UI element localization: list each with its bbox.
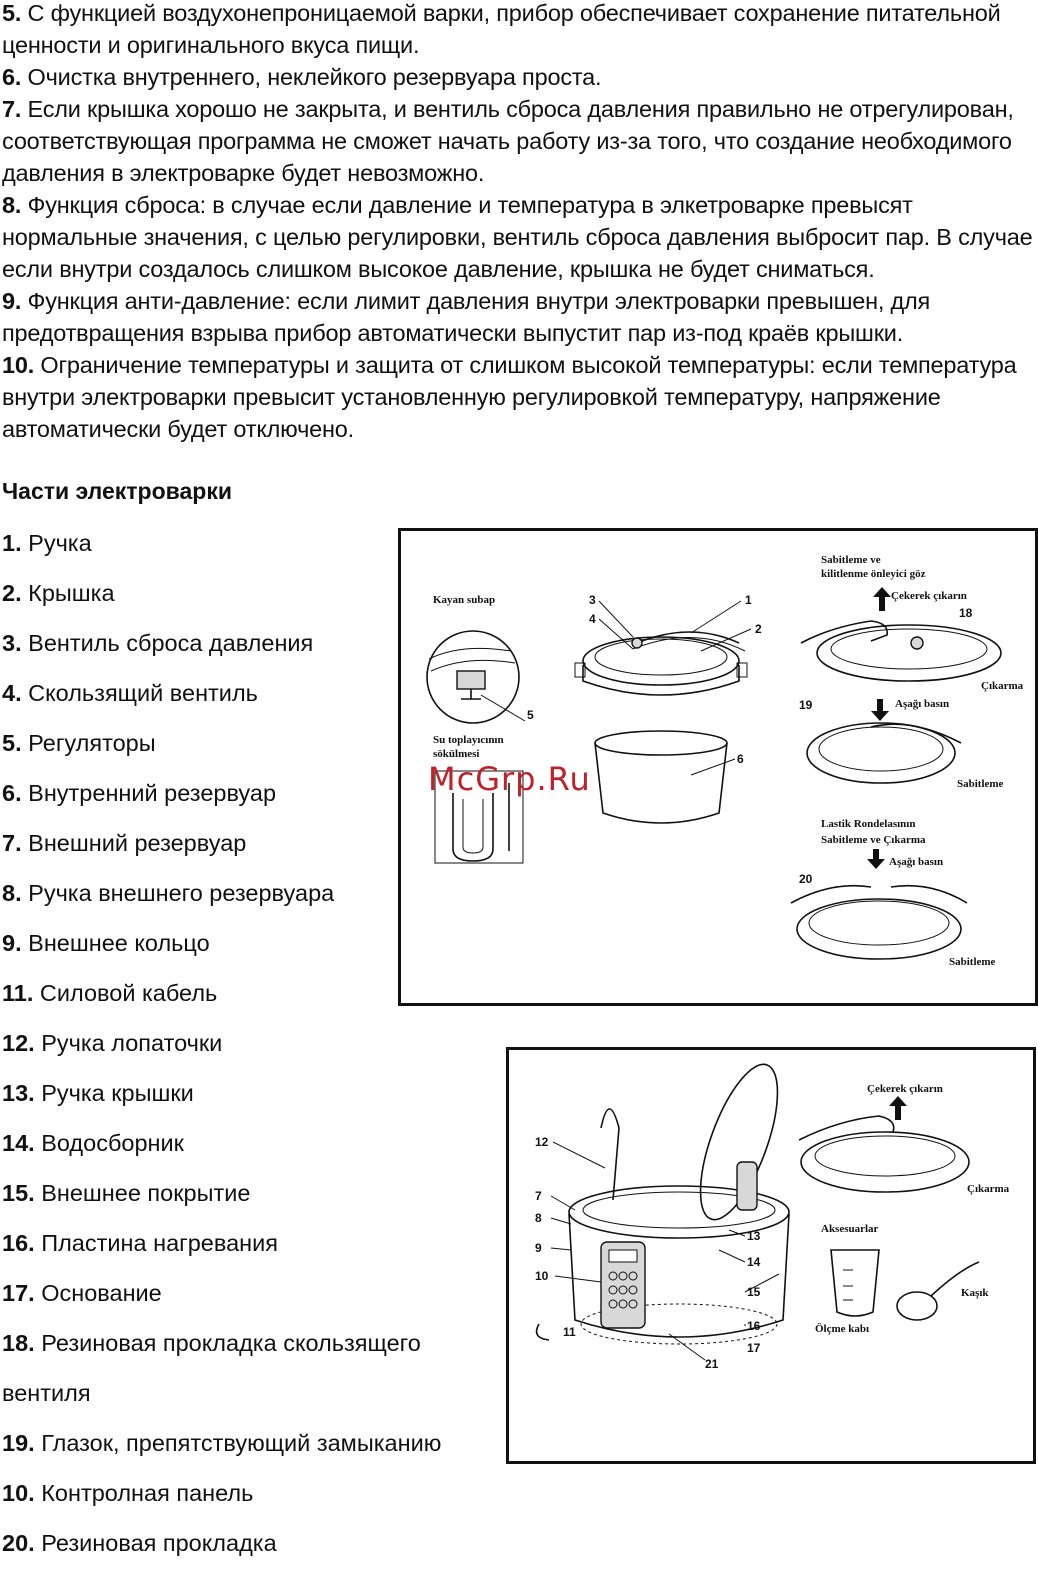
callout-7: 7 [535,1189,542,1203]
feature-item: 6. Очистка внутреннего, неклейкого резервуара проста. [2,64,602,90]
list-item: 10. Контролная панель [2,1480,254,1506]
label-olcme-kabi: Ölçme kabı [815,1323,870,1335]
feature-item: 7. Если крышка хорошо не закрыта, и вентиль сброса давления правильно не отрегулирован, соответствующая программа не сможет начать работу из-за того, что создание необходимого давления в электроварке будет невозможно. [2,96,1014,186]
list-item: 19. Глазок, препятствующий замыканию [2,1430,442,1456]
list-item: 18. Резиновая прокладка скользящего [2,1330,421,1356]
arrow-down-icon [871,699,889,721]
intro-features [2,0,1038,445]
callout-18: 18 [959,606,973,620]
callout-20: 20 [799,872,813,886]
lid-ring-view [807,723,955,783]
callout-16: 16 [747,1319,761,1333]
parts-list [2,528,441,1578]
measuring-cup [831,1250,879,1316]
hand-shape [801,621,887,643]
list-item: 7. Внешний резервуар [2,830,247,856]
arrow-up-icon [873,587,891,611]
callout-11: 11 [563,1325,576,1339]
list-item: 17. Основание [2,1280,162,1306]
callout-12: 12 [535,1135,549,1149]
gasket-ring-view [797,899,961,959]
label-su-toplayici: Su toplayıcının [433,734,504,746]
callout-19: 19 [799,698,813,712]
feature-item: 8. Функция сброса: в случае если давление и температура в элкетроварке превысят нормальные значения, с целью регулировки, вентиль сброса давления выбросит пар. В случае если внутри создалось слишком высокое давление, крышка не будет сниматься. [2,192,1033,282]
spoon-bowl [897,1292,937,1320]
list-item: вентиля [2,1380,91,1406]
label-cekerek-cikarin: Çekerek çıkarın [867,1083,943,1095]
cooker-parts-drawing [509,1050,1033,1461]
callout-15: 15 [747,1285,761,1299]
label-sabitleme-ve: Sabitleme ve [821,554,881,566]
callout-8: 8 [535,1211,542,1225]
label-kasik: Kaşık [961,1287,989,1299]
label-kayan-subap: Kayan subap [433,594,496,606]
callout-2: 2 [755,622,762,636]
lid-handle-13 [737,1162,757,1210]
callout-21: 21 [705,1357,719,1371]
callout-5: 5 [527,708,534,722]
list-item: 6. Внутренний резервуар [2,780,277,806]
list-item: 13. Ручка крышки [2,1080,194,1106]
list-item: 15. Внешнее покрытие [2,1180,251,1206]
list-item: 5. Регуляторы [2,730,156,756]
label-kilitlenme: kilitlenme önleyici göz [821,568,926,580]
label-sokulmesi: sökülmesi [433,748,480,760]
callout-14: 14 [747,1255,761,1269]
lid-shape [583,637,739,685]
label-asagi-basin-2: Aşağı basın [889,856,944,868]
lid-ring-top [801,1132,969,1192]
callout-6: 6 [737,752,744,766]
list-item: 4. Скользящий вентиль [2,680,258,706]
label-sabitleme-cikarma: Sabitleme ve Çıkarma [821,834,926,846]
list-item: 9. Внешнее кольцо [2,930,210,956]
callout-3: 3 [589,593,596,607]
label-sabitleme-2: Sabitleme [949,956,996,968]
list-item: 3. Вентиль сброса давления [2,630,314,656]
list-item: 16. Пластина нагревания [2,1230,278,1256]
list-item: 12. Ручка лопаточки [2,1030,223,1056]
cooker-parts-diagram [506,1047,1036,1464]
feature-item: 5. С функцией воздухонепроницаемой варки, прибор обеспечивает сохранение питательной ценности и оригинального вкуса пищи. [2,0,1001,58]
list-item: 1. Ручка [2,530,92,556]
label-cekerek-cikarin: Çekerek çıkarın [891,590,967,602]
water-collector-shape [453,793,493,861]
arrow-down-icon [867,849,885,869]
lid-top-view [817,625,1001,681]
watermark: McGrp.Ru [428,760,591,798]
spatula-shape [601,1109,619,1200]
label-lastik: Lastik Rondelasının [821,818,916,830]
power-cable [537,1324,549,1340]
list-item: 20. Резиновая прокладка [2,1530,277,1556]
callout-9: 9 [535,1241,542,1255]
callout-13: 13 [747,1229,761,1243]
label-aksesuarlar: Aksesuarlar [821,1223,879,1235]
feature-item: 10. Ограничение температуры и защита от слишком высокой температуры: если температура внутри электроварки превысит установленную регулировкой температуру, напряжение автоматически будет отключено. [2,352,1017,442]
label-sabitleme: Sabitleme [957,778,1004,790]
label-asagi-basin: Aşağı basın [895,698,950,710]
list-item: 11. Силовой кабель [2,980,218,1006]
callout-17: 17 [747,1341,761,1355]
list-item: 2. Крышка [2,580,115,606]
callout-1: 1 [745,593,752,607]
list-item: 8. Ручка внешнего резервуара [2,880,335,906]
arrow-up-icon [889,1096,907,1120]
list-item: 14. Водосборник [2,1130,184,1156]
feature-item: 9. Функция анти-давление: если лимит давления внутри электроварки превышен, для предотвращения взрыва прибор автоматически выпустит пар из-под краёв крышки. [2,288,931,346]
inner-pot-rim [595,731,727,755]
callout-4: 4 [589,612,596,626]
callout-10: 10 [535,1269,549,1283]
parts-heading: Части электроварки [2,478,232,504]
label-cikarma: Çıkarma [967,1183,1010,1195]
label-cikarma: Çıkarma [981,680,1024,692]
sliding-valve-shape [457,671,485,689]
